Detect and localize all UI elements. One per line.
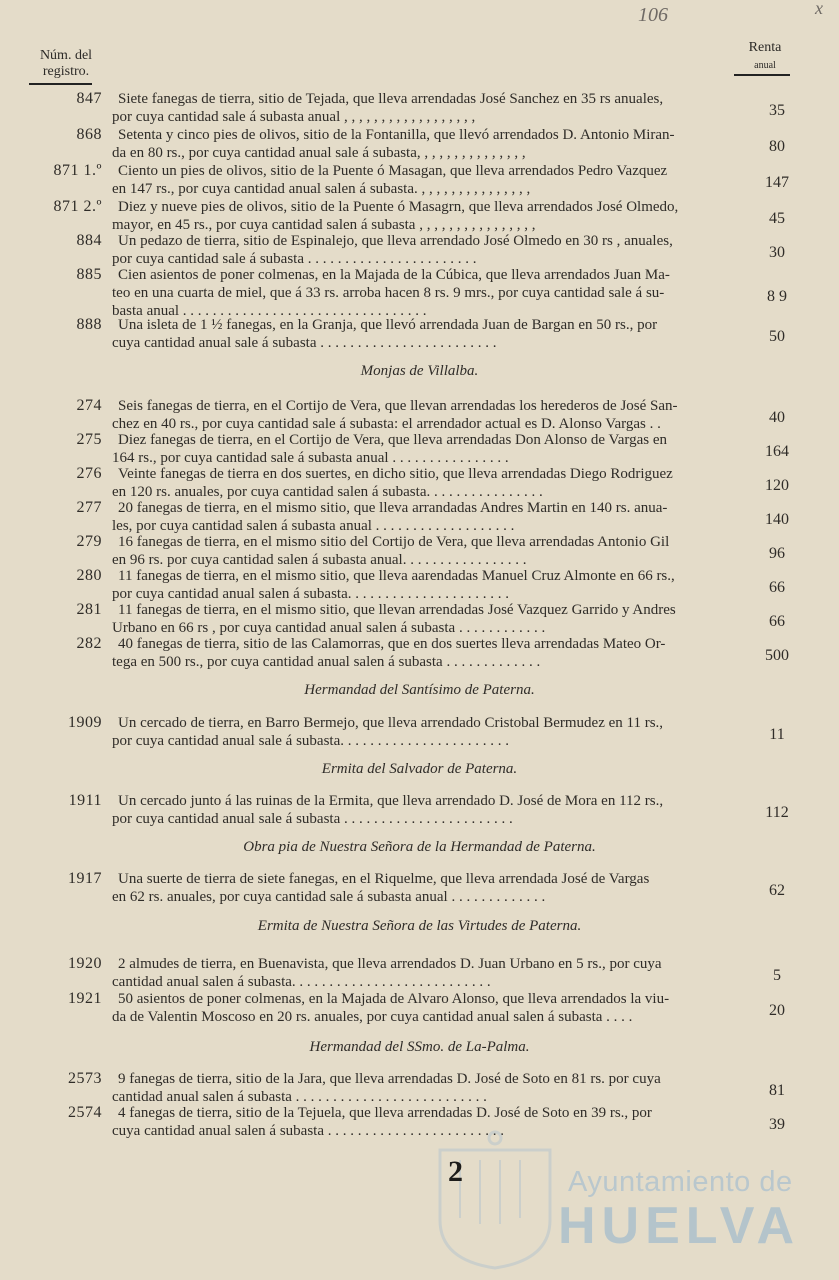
column-header-registro-line2: registro. [42, 64, 90, 79]
registro-number: 274 [76, 397, 102, 414]
entry-line: Cien asientos de poner colmenas, en la Majada de la Cúbica, que lleva arrendados Juan Ma- [118, 267, 670, 283]
entry-line: por cuya cantidad sale á subasta anual , , , , , , , , , , , , , , , , , , [112, 109, 476, 125]
registro-number: 276 [76, 465, 102, 482]
entry-description [112, 635, 742, 671]
renta-anual-amount: 62 [769, 882, 785, 899]
entry-line: Diez fanegas de tierra, en el Cortijo de Vera, que lleva arrendadas Don Alonso de Vargas en [118, 432, 667, 448]
renta-anual-amount: 80 [769, 138, 785, 155]
registro-number: 1917 [68, 870, 102, 887]
registro-number: 2574 [68, 1104, 102, 1121]
entry-line: Siete fanegas de tierra, sitio de Tejada, que lleva arrendadas José Sanchez en 35 rs anuales, [118, 91, 664, 107]
entry-description [112, 198, 742, 234]
section-heading: Hermandad del SSmo. de La-Palma. [309, 1039, 530, 1055]
renta-anual-amount: 8 9 [767, 288, 787, 305]
entry-description [112, 499, 742, 535]
registro-number: 871 1.º [53, 162, 102, 179]
renta-anual-amount: 40 [769, 409, 785, 426]
section-heading: Monjas de Villalba. [360, 363, 479, 379]
corner-mark: x [815, 0, 823, 18]
entry-line: en 62 rs. anuales, por cuya cantidad sale á subasta anual . . . . . . . . . . . . . [112, 889, 546, 905]
renta-anual-amount: 20 [769, 1002, 785, 1019]
entry-line: da en 80 rs., por cuya cantidad anual sale á subasta, , , , , , , , , , , , , , , [112, 145, 526, 161]
entry-description [112, 1070, 742, 1106]
entry-line: Diez y nueve pies de olivos, sitio de la Puente ó Masagrn, que lleva arrendados José Olmedo, [118, 199, 679, 215]
entry-line: chez en 40 rs., por cuya cantidad sale á subasta: el arrendador actual es D. Alonso Vargas . . [112, 416, 661, 432]
renta-anual-amount: 45 [769, 210, 785, 227]
registro-number: 282 [76, 635, 102, 652]
renta-anual-amount: 120 [765, 477, 789, 494]
entry-line: 20 fanegas de tierra, en el mismo sitio, que lleva arrandadas Andres Martin en 140 rs. anua- [118, 500, 668, 516]
section-heading: Ermita del Salvador de Paterna. [321, 761, 518, 777]
entry-line: por cuya cantidad anual sale á subasta . . . . . . . . . . . . . . . . . . . . . . . [112, 811, 513, 827]
renta-anual-amount: 140 [765, 511, 789, 528]
column-header-renta-line2: anual [754, 60, 776, 71]
registro-number: 275 [76, 431, 102, 448]
section-heading: Hermandad del Santísimo de Paterna. [304, 682, 535, 698]
registro-number: 2573 [68, 1070, 102, 1087]
entry-line: Un cercado junto á las ruinas de la Ermita, que lleva arrendado D. José de Mora en 112 rs., [118, 793, 664, 809]
registro-number: 277 [76, 499, 102, 516]
entry-line: 16 fanegas de tierra, en el mismo sitio del Cortijo de Vera, que lleva arrendadas Antonio Gil [118, 534, 670, 550]
column-header-registro-line1: Núm. del [39, 48, 93, 63]
entry-line: cuya cantidad anual sale á subasta . . . . . . . . . . . . . . . . . . . . . . . . [112, 335, 497, 351]
registro-number: 280 [76, 567, 102, 584]
renta-anual-amount: 5 [773, 967, 781, 984]
renta-anual-amount: 147 [765, 174, 789, 191]
renta-anual-amount: 30 [769, 244, 785, 261]
entry-line: Una suerte de tierra de siete fanegas, en el Riquelme, que lleva arrendada José de Vargas [118, 871, 650, 887]
entry-line: mayor, en 45 rs., por cuya cantidad salen á subasta , , , , , , , , , , , , , , , , [112, 217, 536, 233]
renta-anual-amount: 50 [769, 328, 785, 345]
registro-number: 1911 [68, 792, 102, 809]
header-rule-left [29, 83, 92, 85]
entry-description [112, 431, 742, 467]
registro-number: 1921 [68, 990, 102, 1007]
entry-line: 4 fanegas de tierra, sitio de la Tejuela, que lleva arrendadas D. José de Soto en 39 rs., por [118, 1105, 652, 1121]
column-header-renta [741, 40, 789, 74]
entry-description [112, 266, 742, 320]
entry-description [112, 533, 742, 569]
registro-number: 885 [76, 266, 102, 283]
renta-anual-amount: 11 [769, 726, 785, 743]
entry-line: Un cercado de tierra, en Barro Bermejo, que lleva arrendado Cristobal Bermudez en 11 rs., [118, 715, 664, 731]
entry-line: Setenta y cinco pies de olivos, sitio de la Fontanilla, que llevó arrendados D. Antonio Miran- [118, 127, 675, 143]
column-header-renta-line1: Renta [748, 40, 782, 55]
header-rule-right [734, 74, 790, 76]
entry-line: Una isleta de 1 ½ fanegas, en la Granja, que llevó arrendada Juan de Bargan en 50 rs., por [118, 317, 658, 333]
registro-number: 1909 [68, 714, 102, 731]
renta-anual-amount: 81 [769, 1082, 785, 1099]
entry-line: 11 fanegas de tierra, en el mismo sitio, que llevan arrendadas José Vazquez Garrido y Andres [118, 602, 676, 618]
entry-line: cantidad anual salen á subasta. . . . . . . . . . . . . . . . . . . . . . . . . . . [112, 974, 491, 990]
renta-anual-amount: 164 [765, 443, 789, 460]
entry-line: cuya cantidad anual salen á subasta . . . . . . . . . . . . . . . . . . . . . . . . [112, 1123, 504, 1139]
watermark-text-line2: HUELVA [558, 1197, 801, 1255]
entry-line: 2 almudes de tierra, en Buenavista, que lleva arrendados D. Juan Urbano en 5 rs., por cuya [118, 956, 662, 972]
entry-line: cantidad anual salen á subasta . . . . . . . . . . . . . . . . . . . . . . . . . . [112, 1089, 487, 1105]
folio-number: 2 [448, 1155, 463, 1188]
entry-line: en 120 rs. anuales, por cuya cantidad salen á subasta. . . . . . . . . . . . . . . . [112, 484, 543, 500]
registro-number: 871 2.º [53, 198, 102, 215]
entry-description [112, 870, 742, 906]
column-header-registro [34, 48, 98, 80]
entry-description [112, 90, 742, 126]
registro-number: 281 [76, 601, 102, 618]
entry-line: por cuya cantidad anual salen á subasta. . . . . . . . . . . . . . . . . . . . . . [112, 586, 509, 602]
entry-description [112, 955, 742, 991]
entry-line: da de Valentin Moscoso en 20 rs. anuales, por cuya cantidad anual salen á subasta . . . . [112, 1009, 633, 1025]
handwritten-page-number: 106 [638, 4, 668, 26]
renta-anual-amount: 66 [769, 579, 785, 596]
entry-description [112, 397, 742, 433]
renta-anual-amount: 500 [765, 647, 789, 664]
entry-line: Urbano en 66 rs , por cuya cantidad anual salen á subasta . . . . . . . . . . . . [112, 620, 546, 636]
watermark-text-line1: Ayuntamiento de [568, 1166, 793, 1198]
entry-line: teo en una cuarta de miel, que á 33 rs. arroba hacen 8 rs. 9 mrs., por cuya cantidad sale á su- [112, 285, 665, 301]
registro-number: 884 [76, 232, 102, 249]
entry-line: Seis fanegas de tierra, en el Cortijo de Vera, que llevan arrendadas los herederos de José San- [118, 398, 678, 414]
entry-line: Un pedazo de tierra, sitio de Espinalejo, que lleva arrendado José Olmedo en 30 rs , anuales, [118, 233, 673, 249]
entry-description [112, 792, 742, 828]
registro-number: 1920 [68, 955, 102, 972]
entry-line: en 147 rs., por cuya cantidad anual salen á subasta. , , , , , , , , , , , , , , , [112, 181, 531, 197]
renta-anual-amount: 96 [769, 545, 785, 562]
renta-anual-amount: 112 [765, 804, 789, 821]
entry-line: 40 fanegas de tierra, sitio de las Calamorras, que en dos suertes lleva arrendadas Mateo Or- [118, 636, 666, 652]
entry-description [112, 990, 742, 1026]
registro-number: 888 [76, 316, 102, 333]
section-heading: Ermita de Nuestra Señora de las Virtudes de Paterna. [257, 918, 582, 934]
entry-line: basta anual . . . . . . . . . . . . . . . . . . . . . . . . . . . . . . . . . [112, 303, 427, 319]
entry-line: 50 asientos de poner colmenas, en la Majada de Alvaro Alonso, que lleva arrendados la viu- [118, 991, 670, 1007]
entry-line: en 96 rs. por cuya cantidad salen á subasta anual. . . . . . . . . . . . . . . . . [112, 552, 527, 568]
entry-description [112, 232, 742, 268]
entry-description [112, 714, 742, 750]
entry-description [112, 162, 742, 198]
entry-description [112, 316, 742, 352]
entry-description [112, 567, 742, 603]
entry-line: por cuya cantidad anual sale á subasta. . . . . . . . . . . . . . . . . . . . . . . [112, 733, 509, 749]
registro-number: 868 [76, 126, 102, 143]
renta-anual-amount: 35 [769, 102, 785, 119]
renta-anual-amount: 39 [769, 1116, 785, 1133]
entry-line: tega en 500 rs., por cuya cantidad anual salen á subasta . . . . . . . . . . . . . [112, 654, 541, 670]
entry-line: Ciento un pies de olivos, sitio de la Puente ó Masagan, que lleva arrendados Pedro Vazquez [118, 163, 668, 179]
entry-line: 11 fanegas de tierra, en el mismo sitio, que lleva aarendadas Manuel Cruz Almonte en 66 rs., [118, 568, 675, 584]
entry-line: 9 fanegas de tierra, sitio de la Jara, que lleva arrendadas D. José de Soto en 81 rs. por cuya [118, 1071, 661, 1087]
entry-line: 164 rs., por cuya cantidad sale á subasta anual . . . . . . . . . . . . . . . . [112, 450, 509, 466]
entry-description [112, 465, 742, 501]
entry-line: por cuya cantidad sale á subasta . . . . . . . . . . . . . . . . . . . . . . . [112, 251, 477, 267]
entry-description [112, 126, 742, 162]
renta-anual-amount: 66 [769, 613, 785, 630]
registro-number: 847 [76, 90, 102, 107]
entry-description [112, 601, 742, 637]
registro-number: 279 [76, 533, 102, 550]
entry-line: les, por cuya cantidad salen á subasta anual . . . . . . . . . . . . . . . . . . . [112, 518, 515, 534]
section-heading: Obra pia de Nuestra Señora de la Hermandad de Paterna. [243, 839, 596, 855]
entry-line: Veinte fanegas de tierra en dos suertes, en dicho sitio, que lleva arrendadas Diego Rodriguez [118, 466, 673, 482]
